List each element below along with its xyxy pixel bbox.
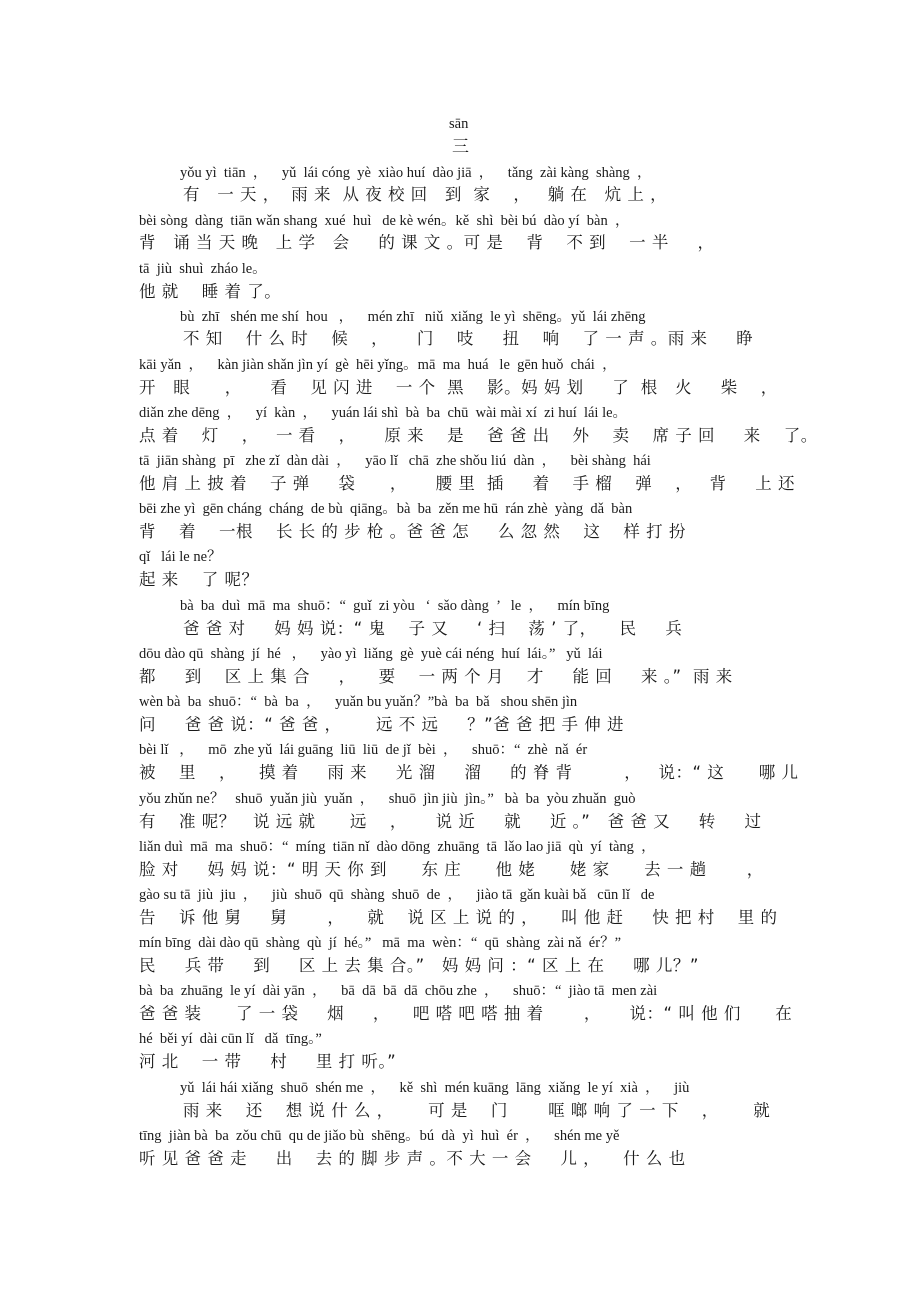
hanzi-line: 听 见 爸 爸 走 出 去 的 脚 步 声 。不 大 一 会 儿 ， 什 么 也	[139, 1149, 686, 1168]
pinyin-line: tā jiān shàng pī zhe zǐ dàn dài ， yāo lǐ chā zhe shǒu liú dàn ， bèi shàng hái	[139, 453, 651, 469]
hanzi-line: 爸 爸 装 了 一 袋 烟 ， 吧 嗒 吧 嗒 抽 着 ， 说：“ 叫 他 们 在	[139, 1004, 793, 1023]
hanzi-line: 背 诵 当 天 晚 上 学 会 的 课 文 。可 是 背 不 到 一 半 ，	[139, 233, 715, 252]
hanzi-line: 不 知 什 么 时 候 ， 门 吱 扭 响 了 一 声 。雨 来 睁	[183, 329, 754, 348]
hanzi-line: 背 着 一根 长 长 的 步 枪 。爸 爸 怎 么 忽 然 这 样 打 扮	[139, 522, 686, 541]
title-pinyin: sān	[449, 116, 469, 132]
pinyin-line: tīng jiàn bà ba zǒu chū qu de jiǎo bù shēng。bú dà yì huì ér ， shén me yě	[139, 1128, 620, 1144]
pinyin-line: tā jiù shuì zháo le。	[139, 261, 267, 277]
pinyin-line: bà ba duì mā ma shuō：“ guǐ zi yòu ‘ sǎo dàng ’ le ， mín bīng	[180, 598, 610, 614]
hanzi-line: 爸 爸 对 妈 妈 说：“ 鬼 子 又 ‘ 扫 荡 ’ 了， 民 兵	[183, 619, 683, 638]
hanzi-line: 告 诉 他 舅 舅 ， 就 说 区 上 说 的 ， 叫 他 赶 快 把 村 里 的	[139, 908, 778, 927]
pinyin-line: bèi sòng dàng tiān wǎn shang xué huì de kè wén。kě shì bèi bú dào yí bàn ，	[139, 213, 630, 229]
pinyin-line: kāi yǎn ， kàn jiàn shǎn jìn yí gè hēi yǐng。mā ma huá le gēn huǒ chái ，	[139, 357, 617, 373]
pinyin-line: bēi zhe yì gēn cháng cháng de bù qiāng。bà ba zěn me hū rán zhè yàng dǎ bàn	[139, 501, 633, 517]
hanzi-line: 开 眼 ， 看 见 闪 进 一 个 黑 影。妈 妈 划 了 根 火 柴 ，	[139, 378, 778, 397]
pinyin-line: yǒu yì tiān ， yǔ lái cóng yè xiào huí dào jiā ， tǎng zài kàng shàng ，	[180, 165, 652, 181]
hanzi-line: 民 兵 带 到 区 上 去 集 合。” 妈 妈 问 ：“ 区 上 在 哪 儿？”	[139, 956, 699, 975]
hanzi-line: 雨 来 还 想 说 什 么 ， 可 是 门 哐 啷 响 了 一 下 ， 就	[183, 1101, 771, 1120]
hanzi-line: 有 准 呢？ 说 远 就 远 ， 说 近 就 近 。” 爸 爸 又 转 过	[139, 812, 762, 831]
hanzi-line: 他 肩 上 披 着 子 弹 袋 ， 腰 里 插 着 手 榴 弹 ， 背 上 还	[139, 474, 795, 493]
pinyin-line: bèi lǐ ， mō zhe yǔ lái guāng liū liū de jǐ bèi ， shuō：“ zhè nǎ ér	[139, 742, 588, 758]
hanzi-line: 都 到 区 上 集 合 ， 要 一 两 个 月 才 能 回 来 。” 雨 来	[139, 667, 733, 686]
pinyin-line: yǔ lái hái xiǎng shuō shén me ， kě shì mén kuāng lāng xiǎng le yí xià ， jiù	[180, 1080, 690, 1096]
pinyin-line: yǒu zhǔn ne？ shuō yuǎn jiù yuǎn ， shuō jìn jiù jìn。” bà ba yòu zhuǎn guò	[139, 791, 636, 807]
hanzi-line: 问 爸 爸 说：“ 爸 爸 ， 远 不 远 ？”爸 爸 把 手 伸 进	[139, 715, 624, 734]
hanzi-line: 他 就 睡 着 了。	[139, 282, 282, 301]
hanzi-line: 点 着 灯 ， 一 看 ， 原 来 是 爸 爸 出 外 卖 席 子 回 来 了。	[139, 426, 818, 445]
hanzi-line: 被 里 ， 摸 着 雨 来 光 溜 溜 的 脊 背 ， 说：“ 这 哪 儿	[139, 763, 799, 782]
pinyin-line: wèn bà ba shuō：“ bà ba ， yuǎn bu yuǎn？”bà ba bǎ shou shēn jìn	[139, 694, 578, 710]
hanzi-line: 河 北 一 带 村 里 打 听。”	[139, 1052, 397, 1071]
title-hanzi: 三	[452, 137, 470, 157]
pinyin-line: bù zhī shén me shí hou ， mén zhī niǔ xiǎng le yì shēng。yǔ lái zhēng	[180, 309, 646, 325]
hanzi-line: 脸 对 妈 妈 说：“ 明 天 你 到 东 庄 他 姥 姥 家 去 一 趟 ，	[139, 860, 764, 879]
pinyin-line: diǎn zhe dēng ， yí kàn ， yuán lái shì bà ba chū wài mài xí zi huí lái le。	[139, 405, 628, 421]
pinyin-line: mín bīng dài dào qū shàng qù jí hé。” mā ma wèn：“ qū shàng zài nǎ ér？”	[139, 935, 622, 951]
pinyin-line: liǎn duì mā ma shuō：“ míng tiān nǐ dào dōng zhuāng tā lǎo lao jiā qù yí tàng ，	[139, 839, 656, 855]
pinyin-line: gào su tā jiù jiu ， jiù shuō qū shàng shuō de ， jiào tā gǎn kuài bǎ cūn lǐ de	[139, 887, 655, 903]
hanzi-line: 有 一 天 ， 雨 来 从 夜 校 回 到 家 ， 躺 在 炕 上 ，	[183, 185, 668, 204]
hanzi-line: 起 来 了 呢？	[139, 570, 259, 589]
pinyin-line: hé běi yí dài cūn lǐ dǎ tīng。”	[139, 1031, 322, 1047]
pinyin-line: dōu dào qū shàng jí hé ， yào yì liǎng gè yuè cái néng huí lái。” yǔ lái	[139, 646, 603, 662]
pinyin-line: qǐ lái le ne？	[139, 549, 222, 565]
pinyin-line: bà ba zhuāng le yí dài yān ， bā dā bā dā chōu zhe ， shuō：“ jiào tā men zài	[139, 983, 658, 999]
